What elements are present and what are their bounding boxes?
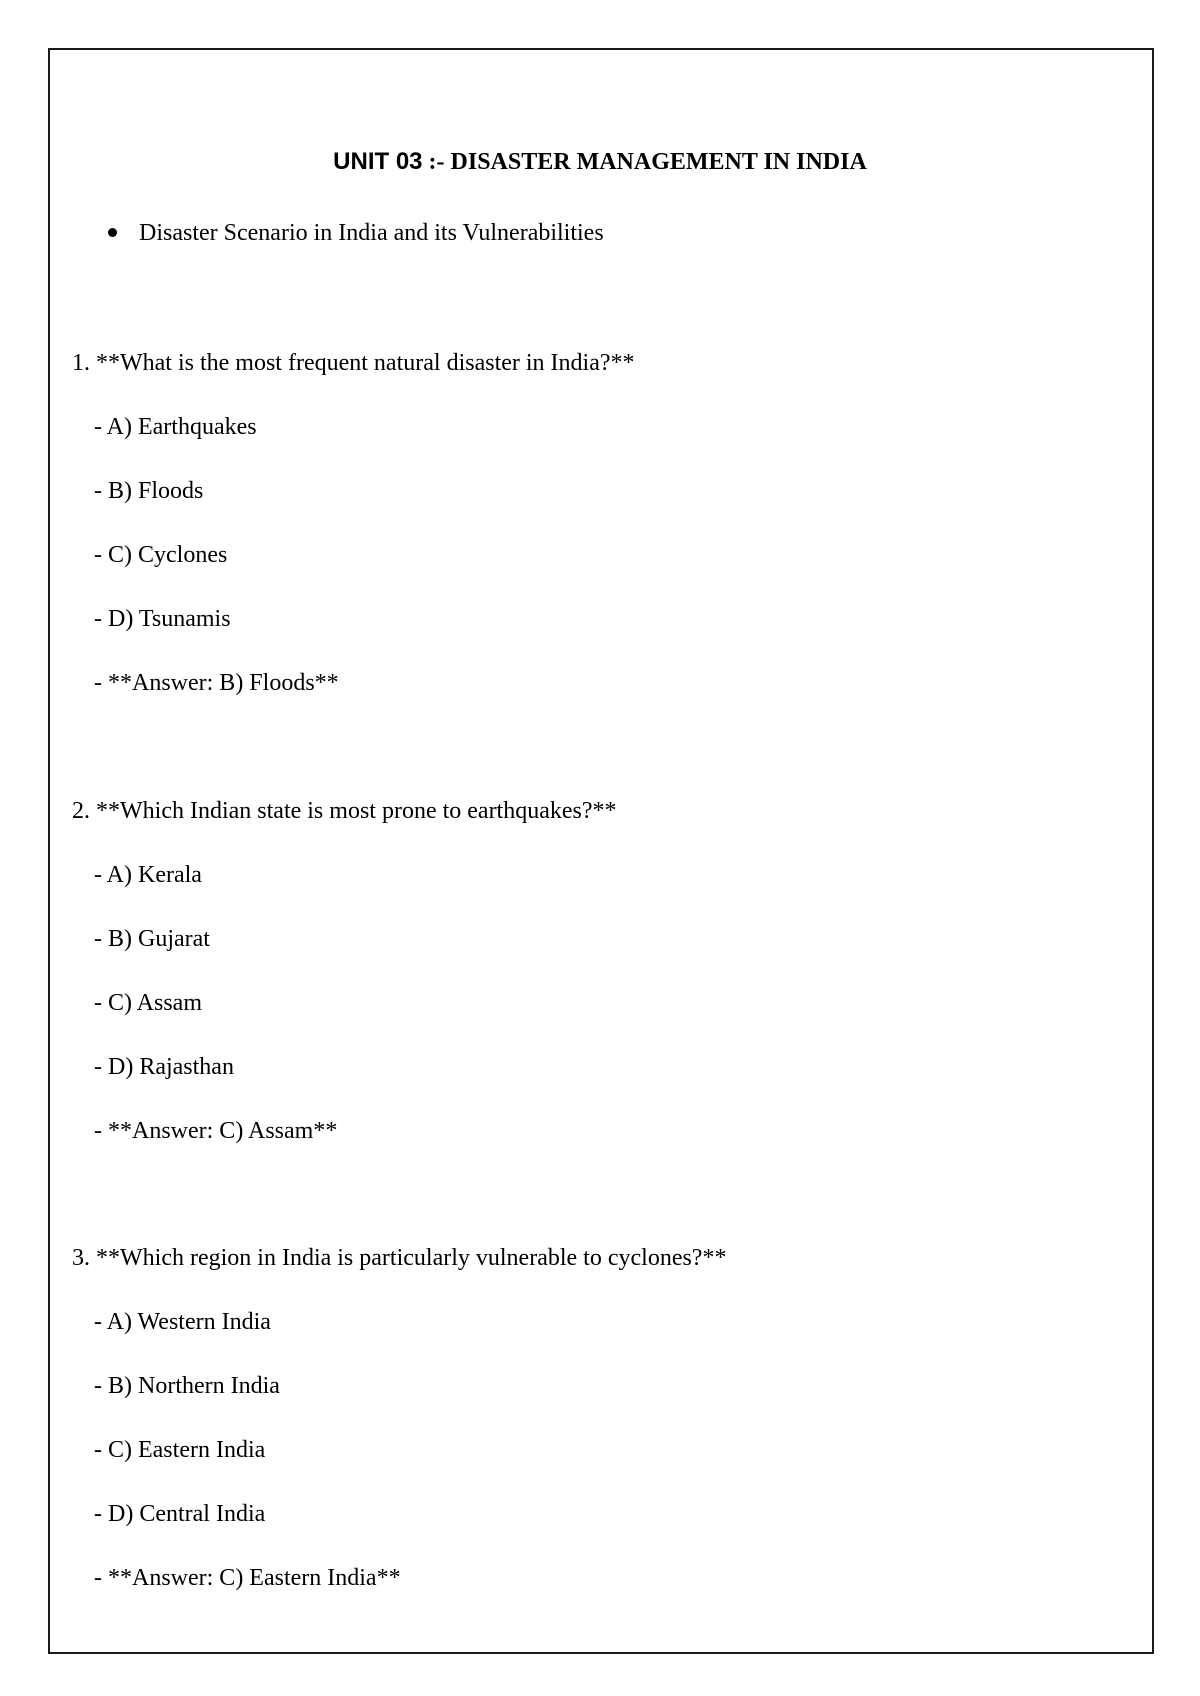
question-3-answer: - **Answer: C) Eastern India** <box>94 1565 401 1591</box>
question-3-option-a: - A) Western India <box>94 1309 271 1335</box>
question-1: 1. **What is the most frequent natural disaster in India?** <box>72 350 635 376</box>
question-1-option-c: - C) Cyclones <box>94 542 228 568</box>
topic-text: Disaster Scenario in India and its Vulnerabilities <box>139 220 604 246</box>
question-2-option-d: - D) Rajasthan <box>94 1054 234 1080</box>
unit-title: :- DISASTER MANAGEMENT IN INDIA <box>422 149 867 175</box>
topic-bullet <box>108 220 604 247</box>
question-2-answer: - **Answer: C) Assam** <box>94 1118 338 1144</box>
question-1-option-d: - D) Tsunamis <box>94 606 231 632</box>
unit-label: UNIT 03 <box>333 148 423 175</box>
page-border <box>48 48 1154 1654</box>
question-2-option-c: - C) Assam <box>94 990 202 1016</box>
question-3-option-d: - D) Central India <box>94 1501 266 1527</box>
question-3-option-b: - B) Northern India <box>94 1373 280 1399</box>
question-1-answer: - **Answer: B) Floods** <box>94 670 339 696</box>
question-2: 2. **Which Indian state is most prone to earthquakes?** <box>72 798 617 824</box>
page-title <box>0 148 1200 176</box>
question-2-option-b: - B) Gujarat <box>94 926 210 952</box>
question-3: 3. **Which region in India is particularly vulnerable to cyclones?** <box>72 1245 727 1271</box>
question-2-option-a: - A) Kerala <box>94 862 202 888</box>
question-1-option-b: - B) Floods <box>94 478 204 504</box>
question-3-option-c: - C) Eastern India <box>94 1437 266 1463</box>
bullet-icon <box>108 228 117 237</box>
question-1-option-a: - A) Earthquakes <box>94 414 257 440</box>
